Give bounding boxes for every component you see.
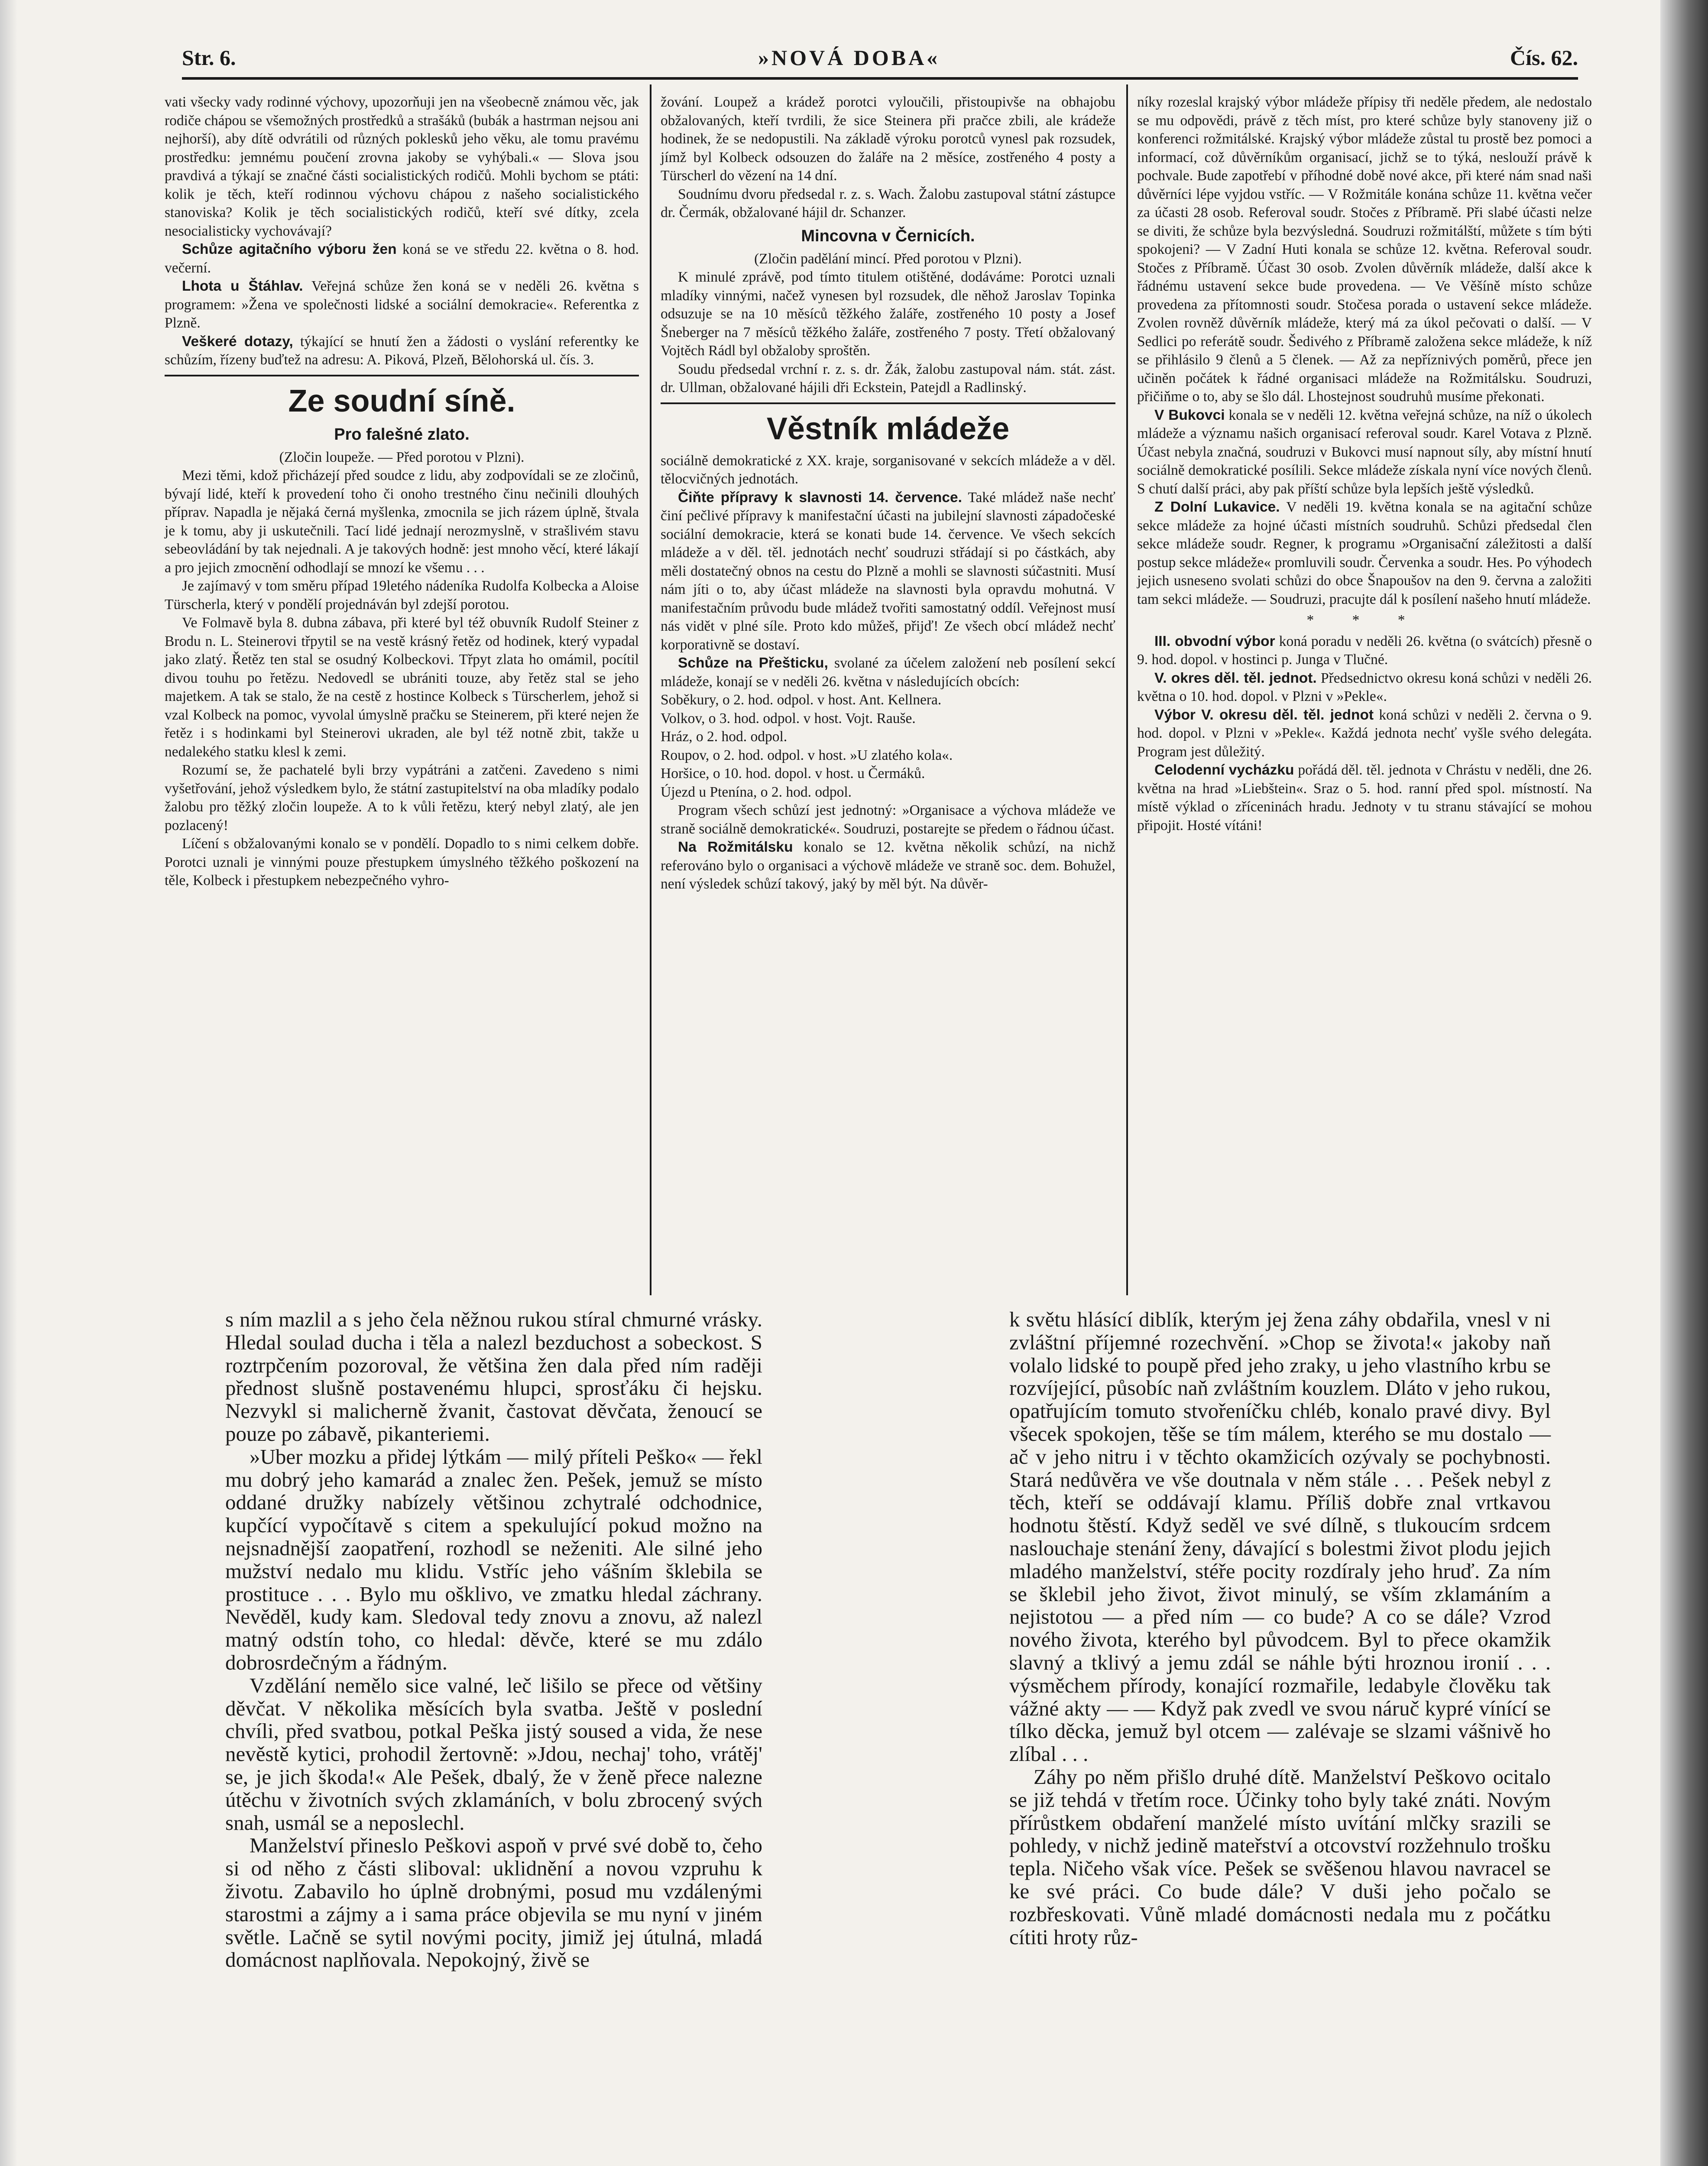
- notice-excursion: Celodenní vycházku pořádá děl. těl. jednota v Chrástu v neděli, dne 26. května na hrad »Liebštein«. Sraz o 5. hod. ranní před spol. místností. Na místě výklad o zříceninách hradu. Jednoty v tu stranu stávající se mohou připojit. Hosté vítáni!: [1137, 762, 1592, 833]
- mint-text-2: Soudu předsedal vrchní r. z. s. dr. Žák, žalobu zastupoval nám. stát. zást. dr. Ullman, obžalované hájili dři Eckstein, Patejdl a Radlinský.: [661, 361, 1115, 396]
- page-left-edge: [0, 0, 17, 2166]
- meeting-program: Program všech schůzí jest jednotný: »Organisace a výchova mládeže ve straně sociálně demokratické«. Soudruzi, postarejte se předem o řádnou účast.: [661, 802, 1115, 837]
- meeting-list-item: Volkov, o 3. hod. odpol. v host. Vojt. Rauše.: [661, 710, 916, 726]
- rozmital-continued: níky rozeslal krajský výbor mládeže přípisy tři neděle předem, ale nedostalo se mu odpovědi, právě z těch míst, pro které schůze byly stanoveny již o konferenci rožmitálské. Krajský výbor mládeže zůstal tu prostě bez pomoci a informací, což důvěrníkům organisací, jichž se to týká, neslouží právě k pochvale. Bude zapotřebí v příhodné době nové akce, při které nám snad naši důvěrníci lépe vyjdou vstříc. — V Rožmitále konána schůze 11. května večer za účasti 28 osob. Referoval soudr. Stočes z Příbramě. Při slabé účasti nelze se diviti, že schůze byla bezvýsledná. Soudruzi rožmitálští, můžete s tím býti spokojeni? — V Zadní Huti konala se schůze 12. května. Referoval soudr. Stočes z Příbramě. Účast 30 osob. Zvolen důvěrník mládeže, další akce k řádnému ustavení sekce bude provedena. — Ve Věšíně místo schůze provedena za přítomnosti soudr. Stočesa porada o ustavení sekce mládeže. Zvolen rovněž důvěrník mládeže, který má za úkol pečovati o další. — V Sedlici po referátě soudr. Šedivého z Příbramě založena sekce mládeže, k níž se přihlásilo 9 členů a 5 členek. — Až za nepříznivých poměrů, přece jen učiněn počátek k řádné organisaci mládeže na Rožmitálsku. Soudruzi, přičiňme o to, aby se šlo dál. Lhostejnost soudruhů musíme překonati.: [1137, 94, 1592, 405]
- story-right-p1: k světu hlásící diblík, kterým jej žena záhy obdařila, vnesl v ni zvláštní příjemné rozechvění. »Chop se života!« jakoby naň volalo lidské to poupě před jeho zraky, u jeho vlastního krbu se rozvíjející, působíc naň zvláštním kouzlem. Dláto v jeho rukou, opatřujícím tomuto stvořeníčku chléb, konalo pravé divy. Byl všecek spokojen, těše se tím málem, kterého se mu dostalo — ač v jeho nitru i v těchto okamžicích ozývaly se pochybnosti. Stará nedůvěra ve vše doutnala v něm stále . . . Pešek nebyl z těch, kteří se oddávají klamu. Příliš dobře znal vrtkavou hodnotu štěstí. Když seděl ve své dílně, s tlukoucím srdcem naslouchaje stenání ženy, dávající s bolestmi život plodu jejich mladého manželství, stéře pocity rozdíraly jeho hruď. Za ním se šklebil jeho život, život minulý, se vším zklamáním a nejistotou — a před ním — co bude? A co se dále? Vzrod nového života, kterého byl původcem. Byl to přece okamžik slavný a tklivý a jemu zdál se náhle býti hroznou ironií . . . výsměchem přírody, konající rozmařile, ledabyle člověku tak vážné akty — — Když pak zvedl ve svou náruč kypré vínící se tílko děcka, jemuž byl otcem — zalévaje se slzami vášnivě ho zlíbal . . .: [1009, 1307, 1551, 1766]
- court-text-5: Líčení s obžalovanými konalo se v pondělí. Dopadlo to s nimi celkem dobře. Porotci uznali je vinnými pouze přestupkem úmyslného těžkého poškození na těle, Kolbeck i přestupkem nebezpečného vyhro-: [165, 836, 639, 888]
- mint-case-title: Mincovna v Černicích.: [801, 227, 975, 245]
- column-divider-1: [650, 84, 651, 1295]
- court-case-title: Pro falešné zlato.: [334, 425, 470, 444]
- story-left-p2: »Uber mozku a přidej lýtkám — milý příteli Peško« — řekl mu dobrý jeho kamarád a znalec žen. Pešek, jemuž se místo oddané družky nabízely většinou zchytralé odchodnice, kupčící vypočítavě s citem a spekulující pokud možno na nejsnadnější zaopatření, rozhodl se neženiti. Ale silné jeho mužství nedalo mu klidu. Vstříc jeho vášním šklebila se prostituce . . . Bylo mu ošklivo, ve zmatku hledal záchrany. Nevěděl, kudy kam. Sledoval tedy znovu a znovu, až nalezl matný odstín toho, co hledal: děvče, které se mu zdálo dobrosrdečným a řádným.: [225, 1444, 762, 1674]
- youth-notice-prestice: Schůze na Přešticku, svolané za účelem založení neb posílení sekcí mládeže, konají se v neděli 26. května v následujících obcích:: [661, 655, 1115, 690]
- meeting-list-item: Horšice, o 10. hod. dopol. v host. u Čermáků.: [661, 765, 925, 781]
- notice-bukovec: V Bukovci konala se v neděli 12. května veřejná schůze, na níž o úkolech mládeže a významu našich organisací referoval soudr. Karel Votava z Plzně. Účast nebyla značná, soudruzi v Bukovci musí napnout síly, aby místní hnutí sociálně demokratické posílili. Sekce mládeže získala nyní více nových členů. S chutí další práci, aby pak příští schůze byla lepších ještě výsledků.: [1137, 407, 1592, 497]
- column-2: [661, 93, 1115, 894]
- notice-gym-district: V. okres děl. těl. jednot. Předsednictvo okresu koná schůzi v neděli 26. května o 10. hod. dopol. v Plzni v »Pekle«.: [1137, 670, 1592, 704]
- section-title-court: Ze soudní síně.: [288, 383, 515, 418]
- column-divider-2: [1126, 84, 1128, 1295]
- court-case-subtitle: (Zločin loupeže. — Před porotou v Plzni).: [279, 449, 525, 465]
- women-article-text: vati všecky vady rodinné výchovy, upozorňuji jen na všeobecně známou věc, jak rodiče chápou se všemožných prostředků a strašáků (bubák a hastrman nejsou ani nejhorší), aby dítě odvrátili od různých poklesků jeho věku, ale tomu pravému prostředku: jemnému poučení zrovna jakoby se vyhýbali.« — Slova jsou pravdivá a týkají se značné části socialistických rodičů. Mohli bychom se ptáti: kolik je těch, kteří rodinnou výchovu chápou z našeho socialistického stanoviska? Kolik je těch socialistických rodičů, kteří své dítky, zcela nesocialisticky vychovávají?: [165, 94, 639, 239]
- notice-gym-committee: Výbor V. okresu děl. těl. jednot koná schůzi v neděli 2. června o 9. hod. dopol. v Plzni v »Pekle«. Každá jednota nechť vyšle svého delegáta. Program jest důležitý.: [1137, 707, 1592, 760]
- notice-lhota: Lhota u Štáhlav. Veřejná schůze žen koná se v neděli 26. května s programem: »Žena ve společnosti lidské a sociální demokracie«. Referentka z Plzně.: [165, 278, 639, 331]
- notice-inquiries: Veškeré dotazy, týkající se hnutí žen a žádosti o vyslání referentky ke schůzím, řízeny buďtež na adresu: A. Piková, Plzeň, Bělohorská ul. čís. 3.: [165, 333, 639, 368]
- court-text-2: Je zajímavý v tom směru případ 19letého nádeníka Rudolfa Kolbecka a Aloise Türscherla, který v pondělí projednáván byl zdejší porotou.: [165, 578, 639, 613]
- story-left-p1: s ním mazlil a s jeho čela něžnou rukou stíral chmurné vrásky. Hledal soulad ducha i těla a nalezl bezduchost a sobeckost. S roztrpčením pozoroval, že většina žen dala před ním raději přednost slušně postavenému hlupci, sprosťáku či hejsku. Nezvykl si malicherně žvanit, častovat děvčata, ženoucí se pouze po zábavě, pikanteriemi.: [225, 1307, 762, 1446]
- court-text-1: Mezi těmi, kdož přicházejí před soudce z lidu, aby zodpovídali se ze zločinů, bývají lidé, kteří k provedení toho či onoho trestného činu nečinili dlouhých příprav. Napadla je nějaká černá myšlenka, zmocnila se jich rázem úplně, štvala je k tomu, aby ji uskutečnili. Tací lidé jednají nerozmyslně, v strašlivém stavu sebeovládání by tak nejednali. A je takových hodně: jest mnoho věcí, které lákají a pro jejich zmocnění odhodlají se mnozí ke všemu . . .: [165, 467, 639, 576]
- header-masthead: »NOVÁ DOBA«: [758, 45, 940, 70]
- section-rule-2: [661, 402, 1115, 404]
- column-1: [165, 93, 639, 890]
- page-right-edge-shadow: [1660, 0, 1708, 2166]
- story-left-p3: Vzdělání nemělo sice valné, leč lišilo se přece od většiny děvčat. V několika měsících byla svatba. Ještě v poslední chvíli, před svatbou, potkal Peška jistý soused a vida, že nese nevěstě kytici, prohodil žertovně: »Jdou, nechaj' toho, vrátěj' se, je jich škoda!« Ale Pešek, dbalý, že v ženě přece nalezne útěchu v životních svých zklamáních, v bolu zbrocený svých snah, usmál se a neposlechl.: [225, 1673, 762, 1835]
- youth-notice-celebration: Čiňte přípravy k slavnosti 14. července. Také mládež naše nechť činí pečlivé přípravy k manifestační účasti na jubilejní slavnosti západočeské sociální demokracie, která se konati bude 14. července. Ve všech sekcích mládeže a v děl. těl. jednotách nechť soudruzi střádají si po částkách, aby měli dostatečný obnos na cestu do Plzně a mohli se slavnosti súčastniti. Musí nám jíti o to, aby účast mládeže na slavnosti byla opravdu mohutná. V manifestačním průvodu bude mládež tvořiti samostatný oddíl. Veřejnost musí nás vidět v plné síle. Proto kdo můžeš, přijď! Ze všech obcí mládež nechť korporativně se dostaví.: [661, 489, 1115, 653]
- court-continued: žování. Loupež a krádež porotci vyloučili, přistoupivše na obhajobu obžalovaných, kteří tvrdili, že sice Steinera při pračce zbili, ale krádeže hodinek, že se nedopustili. Na základě výroku porotců vynesl pak rozsudek, jímž byl Kolbeck odsouzen do žaláře na 2 měsíce, zostřeného 4 posty a Türscherl do vězení na 14 dní.: [661, 94, 1115, 184]
- court-text-3: Ve Folmavě byla 8. dubna zábava, při které byl též obuvník Rudolf Steiner z Brodu n. L. Steinerovi třpytil se na vestě krásný řetěz od hodinek, který vypadal jako zlatý. Řetěz ten stal se osudný Kolbeckovi. Třpyt zlata ho omámil, pocítil divou touhu po řetězu. Nedovedl se ubrániti touze, aby řetěz stal se jeho majetkem. A tak se stalo, že na cestě z hostince Kolbeck s Türscherlem, jehož si vzal Kolbeck na pomoc, vyvolal úmyslně pračku se Steinerem, při které nejen že řetěz i s hodinkami byl Steinerovi ukraden, ale byl též notně zbit, takže u nedalekého statku klesl k zemi.: [165, 615, 639, 760]
- section-rule: [165, 375, 639, 376]
- header-page-label: Str. 6.: [182, 45, 236, 70]
- meeting-list-item: Hráz, o 2. hod. odpol.: [661, 729, 788, 745]
- page-header: [182, 36, 1578, 75]
- story-left-p4: Manželství přineslo Peškovi aspoň v prvé své době to, čeho si od něho z části sliboval: uklidnění a novou vzpruhu k životu. Zabavilo ho úplně drobnými, posud mu vzdálenými starostmi a zájmy a i sama práce objevila se mu nyní v jiném světle. Lačně se sytil novými pocity, jimiž jej útulná, mladá domácnost naplňovala. Nepokojný, živě se: [225, 1833, 762, 1972]
- mint-case-subtitle: (Zločin padělání mincí. Před porotou v Plzni).: [754, 250, 1022, 267]
- header-rule: [182, 77, 1578, 80]
- meeting-list-item: Soběkury, o 2. hod. odpol. v host. Ant. Kellnera.: [661, 692, 942, 708]
- notice-lukavice: Z Dolní Lukavice. V neděli 19. května konala se na agitační schůze sekce mládeže za hojné účasti místních soudruhů. Schůzi předsedal člen sekce mládeže soudr. Regner, k programu »Organisační záležitosti a další postup sekce mládeže« promluvili soudr. Červenka a soudr. Hes. Po výhodech jejich usneseno svolati schůzi do obce Šnapoušov na den 9. června a založiti tam sekci mládeže. — Soudruzi, pracujte dál k posílení našeho hnutí mládeže.: [1137, 499, 1592, 607]
- notice-agitation: Schůze agitačního výboru žen koná se ve středu 22. května o 8. hod. večerní.: [165, 241, 639, 276]
- story-right-p2: Záhy po něm přišlo druhé dítě. Manželství Peškovo ocitalo se již tehdá v třetím roce. Účinky toho byly také znáti. Novým přírůstkem obdaření manželé místo uvítání mlčky srazili se pohledy, v nichž jedině mateřství a otcovství rozžehnulo trošku tepla. Ničeho však více. Pešek se svěšenou hlavou navracel se ke své práci. Co bude dále? V duši jeho počalo se rozbřeskovati. Vůně mladé domácnosti nedala mu z počátku cítiti hroty růz-: [1009, 1764, 1551, 1949]
- notice-district-committee: III. obvodní výbor koná poradu v neděli 26. května (o svátcích) přesně o 9. hod. dopol. v hostinci p. Junga v Tlučné.: [1137, 633, 1592, 668]
- header-issue-number: Čís. 62.: [1510, 45, 1578, 70]
- youth-lead: sociálně demokratické z XX. kraje, sorganisované v sekcích mládeže a v děl. tělocvičných jednotách.: [661, 452, 1115, 487]
- story-right-column: [1009, 1308, 1551, 1949]
- separator-stars: * * *: [1306, 612, 1423, 628]
- meeting-list-item: Roupov, o 2. hod. odpol. v host. »U zlatého kola«.: [661, 747, 953, 763]
- court-officials: Soudnímu dvoru předsedal r. z. s. Wach. Žalobu zastupoval státní zástupce dr. Čermák, obžalované hájil dr. Schanzer.: [661, 186, 1115, 220]
- mint-text-1: K minulé zprávě, pod tímto titulem otištěné, dodáváme: Porotci uznali mladíky vinnými, načež vynesen byl rozsudek, dle něhož Jaroslav Topinka odsuzuje se na 10 měsíců těžkého žaláře, zostřeného 10 posty a Josef Šneberger na 7 měsíců těžkého žaláře, zostřeného 7 posty. Třetí obžalovaný Vojtěch Rádl byl obžaloby sproštěn.: [661, 269, 1115, 359]
- story-left-column: [225, 1308, 762, 1971]
- court-text-4: Rozumí se, že pachatelé byli brzy vypátráni a zatčeni. Zavedeno s nimi vyšetřování, jehož výsledkem bylo, že státní zastupitelství na oba mladíky podalo žalobu pro těžký zločin loupeže. A to k vůli řetězu, který nebyl zlatý, ale jen pozlacený!: [165, 762, 639, 833]
- meeting-list-item: Újezd u Ptenína, o 2. hod. odpol.: [661, 784, 852, 800]
- section-title-youth: Věstník mládeže: [766, 411, 1010, 446]
- column-3: [1137, 93, 1592, 835]
- youth-notice-rozmital: Na Rožmitálsku konalo se 12. května několik schůzí, na nichž referováno bylo o organisaci a výchově mládeže ve straně soc. dem. Bohužel, není výsledek schůzí takový, jaký by měl být. Na důvěr-: [661, 839, 1116, 892]
